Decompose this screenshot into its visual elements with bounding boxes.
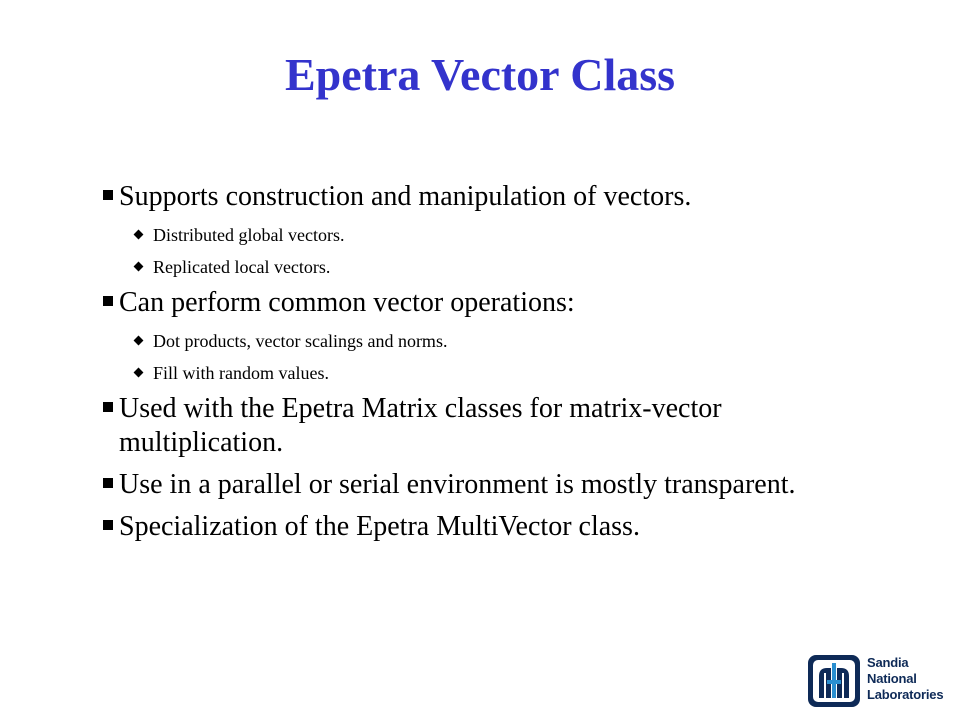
diamond-bullet-icon: [134, 336, 144, 346]
sub-bullet-item: [103, 362, 823, 384]
square-bullet-icon: [103, 520, 113, 530]
diamond-bullet-icon: [134, 262, 144, 272]
logo-line: National: [867, 671, 917, 686]
bullet-item: [103, 392, 823, 460]
logo-line: Sandia: [867, 655, 909, 670]
bullet-text: Supports construction and manipulation of vectors.: [119, 181, 692, 212]
bullet-list: [103, 180, 823, 544]
sub-bullet-text: Fill with random values.: [153, 363, 329, 383]
bullet-item: [103, 180, 823, 214]
bullet-item: [103, 510, 823, 544]
logo-line: Laboratories: [867, 687, 944, 702]
sub-bullet-item: [103, 256, 823, 278]
square-bullet-icon: [103, 402, 113, 412]
sub-bullet-text: Dot products, vector scalings and norms.: [153, 331, 448, 351]
sub-bullet-text: Replicated local vectors.: [153, 257, 331, 277]
sandia-logo: [807, 652, 943, 712]
bullet-item: [103, 286, 823, 320]
slide-title: Epetra Vector Class: [284, 49, 676, 100]
sub-bullet-item: [103, 330, 823, 352]
logo-wordmark: [867, 655, 943, 703]
square-bullet-icon: [103, 190, 113, 200]
bullet-text: Use in a parallel or serial environment is mostly transparent.: [119, 469, 796, 500]
sub-bullet-text: Distributed global vectors.: [153, 225, 345, 245]
diamond-bullet-icon: [134, 368, 144, 378]
square-bullet-icon: [103, 296, 113, 306]
bullet-text: Can perform common vector operations:: [119, 287, 575, 318]
square-bullet-icon: [103, 478, 113, 488]
sub-bullet-item: [103, 224, 823, 246]
diamond-bullet-icon: [134, 230, 144, 240]
bullet-item: [103, 468, 823, 502]
bullet-text: Used with the Epetra Matrix classes for matrix-vector multiplication.: [119, 393, 722, 458]
thunderbird-icon: [807, 654, 861, 708]
bullet-text: Specialization of the Epetra MultiVector class.: [119, 511, 640, 542]
